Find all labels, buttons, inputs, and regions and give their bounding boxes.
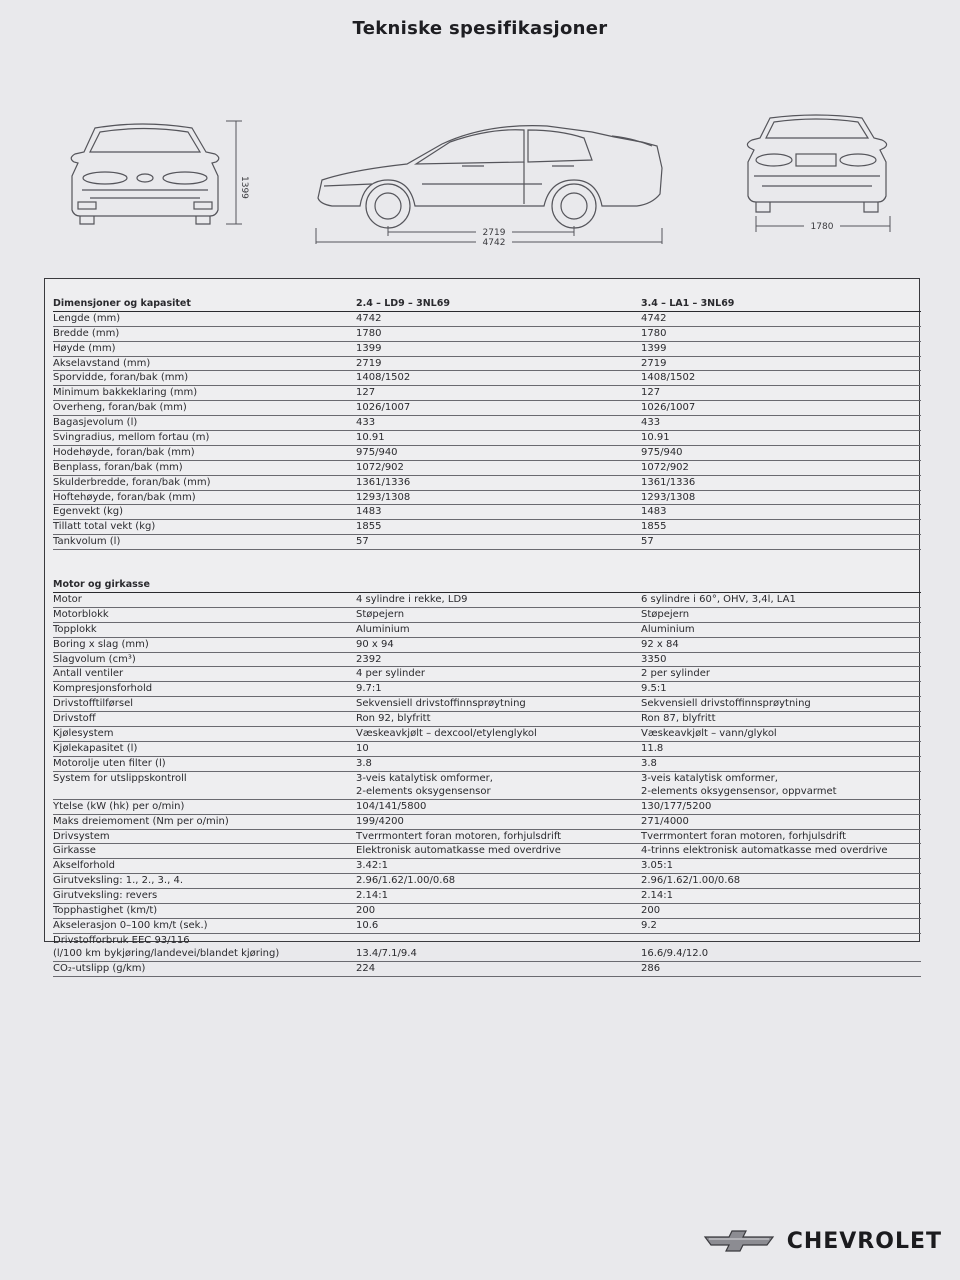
car-drawings [0,100,960,260]
row-value-col1: 104/141/5800 [356,800,427,812]
table-row [53,667,921,682]
row-label: Antall ventiler [53,668,124,680]
row-label: Hodehøyde, foran/bak (mm) [53,446,195,458]
row-label: Kompresjonsforhold [53,683,153,695]
row-label: Lengde (mm) [53,312,121,324]
table-row [53,712,921,727]
row-value-col1: Elektronisk automatkasse med overdrive [356,845,561,857]
row-value-col1: 2.14:1 [356,890,388,902]
row-value-col1: Væskeavkjølt – dexcool/etylenglykol [356,728,537,740]
row-value-col2: Støpejern [641,608,690,620]
table-row [53,904,921,919]
row-label: Topphastighet (km/t) [53,904,158,916]
table-row [53,593,921,608]
rear-width-label: 1780 [810,222,834,232]
section-heading: Motor og girkasse [53,579,150,591]
row-value-col1: 3-veis katalytisk omformer, 2-elements oksygensensor [356,772,493,797]
table-row [53,386,921,401]
table-row [53,357,921,372]
row-value-col2: 1072/902 [641,461,689,473]
row-label: Ytelse (kW (hk) per o/min) [53,800,185,812]
row-value-col1: 2.96/1.62/1.00/0.68 [356,875,456,887]
car-rear-view [740,112,900,242]
row-label: Høyde (mm) [53,342,116,354]
table-row [53,800,921,815]
row-value-col2: 1408/1502 [641,372,696,384]
section-heading: Dimensjoner og kapasitet [53,298,191,309]
row-value-col2: 3.05:1 [641,860,673,872]
row-label: Kjølekapasitet (l) [53,742,138,754]
row-label: Drivsystem [53,830,110,842]
row-label: Drivstofftilførsel [53,698,134,710]
table-row [53,327,921,342]
row-value-col2: 1361/1336 [641,476,696,488]
row-value-col1: 199/4200 [356,815,404,827]
row-value-col2: 10.91 [641,432,670,444]
row-value-col1: 3.8 [356,757,372,769]
table-row [53,505,921,520]
row-value-col2: 1483 [641,506,667,518]
row-value-col1: 1483 [356,506,382,518]
row-value-col2: 6 sylindre i 60°, OHV, 3,4l, LA1 [641,594,796,606]
section-header [53,578,921,593]
table-row [53,371,921,386]
row-value-col2: 4742 [641,312,667,324]
table-row [53,772,921,800]
row-value-col1: 433 [356,417,376,429]
row-value-col1: 9.7:1 [356,683,382,695]
section-spacer [53,550,921,578]
row-value-col1: 2392 [356,653,382,665]
chevrolet-bowtie-icon [703,1229,775,1253]
table-row [53,889,921,904]
row-value-col1: 4742 [356,312,382,324]
row-label: Hoftehøyde, foran/bak (mm) [53,491,196,503]
table-row [53,476,921,491]
row-label: Tillatt total vekt (kg) [53,521,156,533]
row-value-col2: Væskeavkjølt – vann/glykol [641,728,777,740]
side-wheelbase-label: 2719 [482,228,506,238]
table-row [53,859,921,874]
row-value-col2: 9.2 [641,919,657,931]
row-value-col2: 1293/1308 [641,491,696,503]
row-value-col2: 127 [641,387,661,399]
row-value-col2: 2.14:1 [641,890,673,902]
row-value-col2: 130/177/5200 [641,800,712,812]
row-label: Motorolje uten filter (l) [53,757,166,769]
row-value-col2: 975/940 [641,446,683,458]
row-label: Skulderbredde, foran/bak (mm) [53,476,211,488]
row-value-col2: 16.6/9.4/12.0 [641,947,709,959]
row-value-col1: 1026/1007 [356,402,411,414]
table-row [53,727,921,742]
table-row [53,742,921,757]
table-row [53,401,921,416]
table-row [53,623,921,638]
table-row [53,697,921,712]
table-row [53,830,921,845]
table-row [53,682,921,697]
row-label: Girkasse [53,845,96,857]
column-header: 3.4 – LA1 – 3NL69 [641,298,735,309]
car-side-view [312,118,672,248]
row-label: Akselavstand (mm) [53,357,151,369]
table-row [53,342,921,357]
table-row [53,962,921,977]
row-value-col2: Sekvensiell drivstoffinnsprøytning [641,698,811,710]
row-value-col1: 10.91 [356,432,385,444]
row-value-col1: 10 [356,742,369,754]
row-value-col2: Tverrmontert foran motoren, forhjulsdrift [641,830,847,842]
row-value-col1: 4 per sylinder [356,668,425,680]
row-value-col2: 92 x 84 [641,638,679,650]
row-label: Boring x slag (mm) [53,638,149,650]
row-value-col1: Ron 92, blyfritt [356,713,431,725]
row-label: Drivstofforbruk EEC 93/116 (l/100 km bykjøring/landevei/blandet kjøring) [53,934,280,959]
table-row [53,312,921,327]
page-title: Tekniske spesifikasjoner [352,18,608,39]
table-row [53,446,921,461]
column-header: 2.4 – LD9 – 3NL69 [356,298,450,309]
row-value-col1: 10.6 [356,919,379,931]
row-value-col2: Ron 87, blyfritt [641,713,716,725]
row-value-col1: 2719 [356,357,382,369]
row-value-col1: 1399 [356,342,382,354]
row-value-col1: 224 [356,962,376,974]
row-label: Bagasjevolum (l) [53,417,138,429]
row-value-col1: Støpejern [356,608,405,620]
row-value-col1: 4 sylindre i rekke, LD9 [356,594,468,606]
spec-table-box [44,278,920,974]
row-label: Maks dreiemoment (Nm per o/min) [53,815,229,827]
row-label: Svingradius, mellom fortau (m) [53,432,210,444]
row-label: Girutveksling: revers [53,890,158,902]
row-value-col2: 1780 [641,327,667,339]
row-value-col2: 271/4000 [641,815,689,827]
row-label: Drivstoff [53,713,96,725]
row-value-col2: 1399 [641,342,667,354]
section-header [53,297,921,312]
table-row [53,815,921,830]
row-value-col2: 2 per sylinder [641,668,710,680]
row-value-col2: Aluminium [641,623,695,635]
row-label: Sporvidde, foran/bak (mm) [53,372,189,384]
table-row [53,520,921,535]
row-label: Egenvekt (kg) [53,506,124,518]
row-value-col1: 1293/1308 [356,491,411,503]
table-row [53,608,921,623]
brand-footer [703,1228,942,1254]
table-row [53,757,921,772]
row-value-col1: Aluminium [356,623,410,635]
row-value-col2: 433 [641,417,661,429]
row-label: Benplass, foran/bak (mm) [53,461,183,473]
row-value-col1: Sekvensiell drivstoffinnsprøytning [356,698,526,710]
row-label: Tankvolum (l) [53,536,121,548]
table-row [53,919,921,934]
row-value-col1: 1780 [356,327,382,339]
row-value-col2: 286 [641,962,661,974]
row-value-col1: 90 x 94 [356,638,394,650]
row-value-col2: 2719 [641,357,667,369]
row-value-col2: 2.96/1.62/1.00/0.68 [641,875,741,887]
row-label: Motorblokk [53,608,109,620]
row-label: Kjølesystem [53,728,114,740]
row-value-col2: 11.8 [641,742,664,754]
table-row [53,461,921,476]
row-value-col2: 4-trinns elektronisk automatkasse med overdrive [641,845,888,857]
table-row [53,535,921,550]
car-front-view [60,118,250,230]
table-row [53,416,921,431]
side-length-label: 4742 [482,238,506,248]
row-value-col1: 1361/1336 [356,476,411,488]
table-row [53,653,921,668]
row-label: Akselforhold [53,860,115,872]
table-row [53,431,921,446]
table-row [53,491,921,506]
table-row [53,638,921,653]
row-value-col2: 3-veis katalytisk omformer, 2-elements oksygensensor, oppvarmet [641,772,837,797]
row-label: Akselerasjon 0–100 km/t (sek.) [53,919,208,931]
row-label: Motor [53,594,82,606]
row-value-col1: 1072/902 [356,461,404,473]
row-value-col2: 200 [641,904,661,916]
row-value-col2: 9.5:1 [641,683,667,695]
table-row [53,874,921,889]
row-value-col1: 975/940 [356,446,398,458]
row-value-col1: 127 [356,387,376,399]
row-value-col1: 200 [356,904,376,916]
row-label: Topplokk [53,623,97,635]
row-label: System for utslippskontroll [53,772,187,784]
row-label: CO₂-utslipp (g/km) [53,962,146,974]
row-value-col1: 57 [356,536,369,548]
front-height-label: 1399 [239,176,249,199]
brand-name: CHEVROLET [786,1228,942,1254]
row-label: Overheng, foran/bak (mm) [53,402,187,414]
row-value-col2: 57 [641,536,654,548]
table-row [53,844,921,859]
row-label: Minimum bakkeklaring (mm) [53,387,198,399]
row-value-col2: 3350 [641,653,667,665]
row-value-col2: 3.8 [641,757,657,769]
row-label: Slagvolum (cm³) [53,653,136,665]
row-value-col2: 1855 [641,521,667,533]
row-value-col1: 13.4/7.1/9.4 [356,947,417,959]
spec-table [53,297,921,977]
table-row [53,934,921,962]
row-value-col2: 1026/1007 [641,402,696,414]
row-value-col1: 1855 [356,521,382,533]
row-label: Bredde (mm) [53,327,120,339]
row-value-col1: 3.42:1 [356,860,388,872]
row-label: Girutveksling: 1., 2., 3., 4. [53,875,183,887]
row-value-col1: Tverrmontert foran motoren, forhjulsdrift [356,830,562,842]
row-value-col1: 1408/1502 [356,372,411,384]
